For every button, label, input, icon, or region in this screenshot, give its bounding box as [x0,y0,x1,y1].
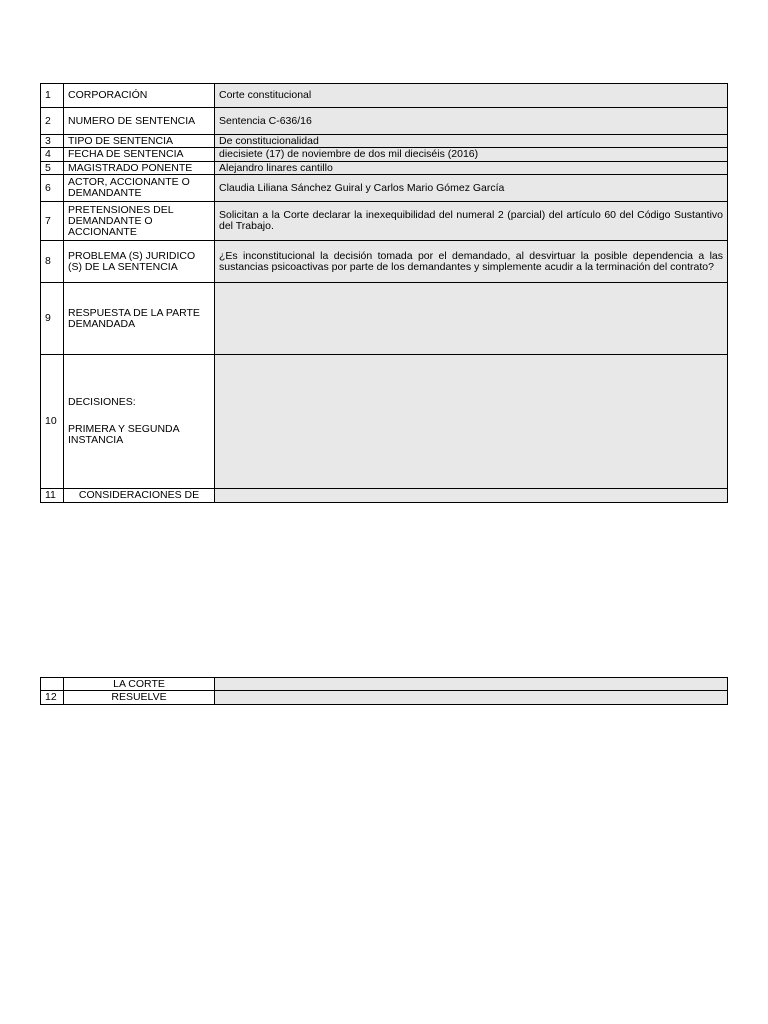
row-number: 7 [41,202,64,241]
row-number: 2 [41,108,64,135]
row-number: 3 [41,135,64,148]
sentence-form-table-continuation [40,677,728,705]
field-label-la-corte: LA CORTE [64,678,215,691]
table-row [41,162,728,175]
field-label-consideraciones: CONSIDERACIONES DE [64,489,215,503]
spacer [68,408,210,424]
row-number: 11 [41,489,64,503]
row-number: 8 [41,241,64,283]
field-label-pretensiones: PRETENSIONES DEL DEMANDANTE O ACCIONANTE [64,202,215,241]
row-number: 1 [41,84,64,108]
table-row [41,355,728,489]
field-value-pretensiones[interactable]: Solicitan a la Corte declarar la inexequibilidad del numeral 2 (parcial) del artículo 60 del Código Sustantivo del Trabajo. [215,202,728,241]
field-value-decisiones[interactable] [215,355,728,489]
field-label-respuesta-demandada: RESPUESTA DE LA PARTE DEMANDADA [64,283,215,355]
field-label-tipo-sentencia: TIPO DE SENTENCIA [64,135,215,148]
row-number: 5 [41,162,64,175]
row-number: 12 [41,691,64,705]
field-label-corporacion: CORPORACIÓN [64,84,215,108]
decisiones-label: DECISIONES: [68,396,136,408]
field-label-fecha-sentencia: FECHA DE SENTENCIA [64,148,215,162]
table-row [41,691,728,705]
table-row [41,202,728,241]
row-number: 10 [41,355,64,489]
field-value-la-corte[interactable] [215,678,728,691]
field-label-numero-sentencia: NUMERO DE SENTENCIA [64,108,215,135]
field-value-resuelve[interactable] [215,691,728,705]
field-label-problema-juridico: PROBLEMA (S) JURIDICO (S) DE LA SENTENCIA [64,241,215,283]
field-value-corporacion[interactable]: Corte constitucional [215,84,728,108]
field-value-magistrado-ponente[interactable]: Alejandro linares cantillo [215,162,728,175]
row-number [41,678,64,691]
row-number: 9 [41,283,64,355]
field-value-respuesta-demandada[interactable] [215,283,728,355]
table-row [41,108,728,135]
row-number: 6 [41,175,64,202]
table-row [41,489,728,503]
field-value-consideraciones[interactable] [215,489,728,503]
instancia-label: PRIMERA Y SEGUNDA INSTANCIA [68,423,180,446]
field-value-fecha-sentencia[interactable]: diecisiete (17) de noviembre de dos mil dieciséis (2016) [215,148,728,162]
field-label-magistrado-ponente: MAGISTRADO PONENTE [64,162,215,175]
field-label-resuelve: RESUELVE [64,691,215,705]
field-label-actor: ACTOR, ACCIONANTE O DEMANDANTE [64,175,215,202]
field-value-problema-juridico[interactable]: ¿Es inconstitucional la decisión tomada por el demandado, al desvirtuar la posible dependencia a las sustancias psicoactivas por parte de los demandantes y simplemente acudir a la terminación del contrato? [215,241,728,283]
field-value-numero-sentencia[interactable]: Sentencia C-636/16 [215,108,728,135]
field-label-decisiones [64,355,215,489]
table-row [41,84,728,108]
table-row [41,241,728,283]
table-row [41,135,728,148]
field-value-actor[interactable]: Claudia Liliana Sánchez Guiral y Carlos Mario Gómez García [215,175,728,202]
table-row [41,148,728,162]
row-number: 4 [41,148,64,162]
sentence-form-table [40,83,728,503]
table-row [41,678,728,691]
table-row [41,175,728,202]
table-row [41,283,728,355]
field-value-tipo-sentencia[interactable]: De constitucionalidad [215,135,728,148]
